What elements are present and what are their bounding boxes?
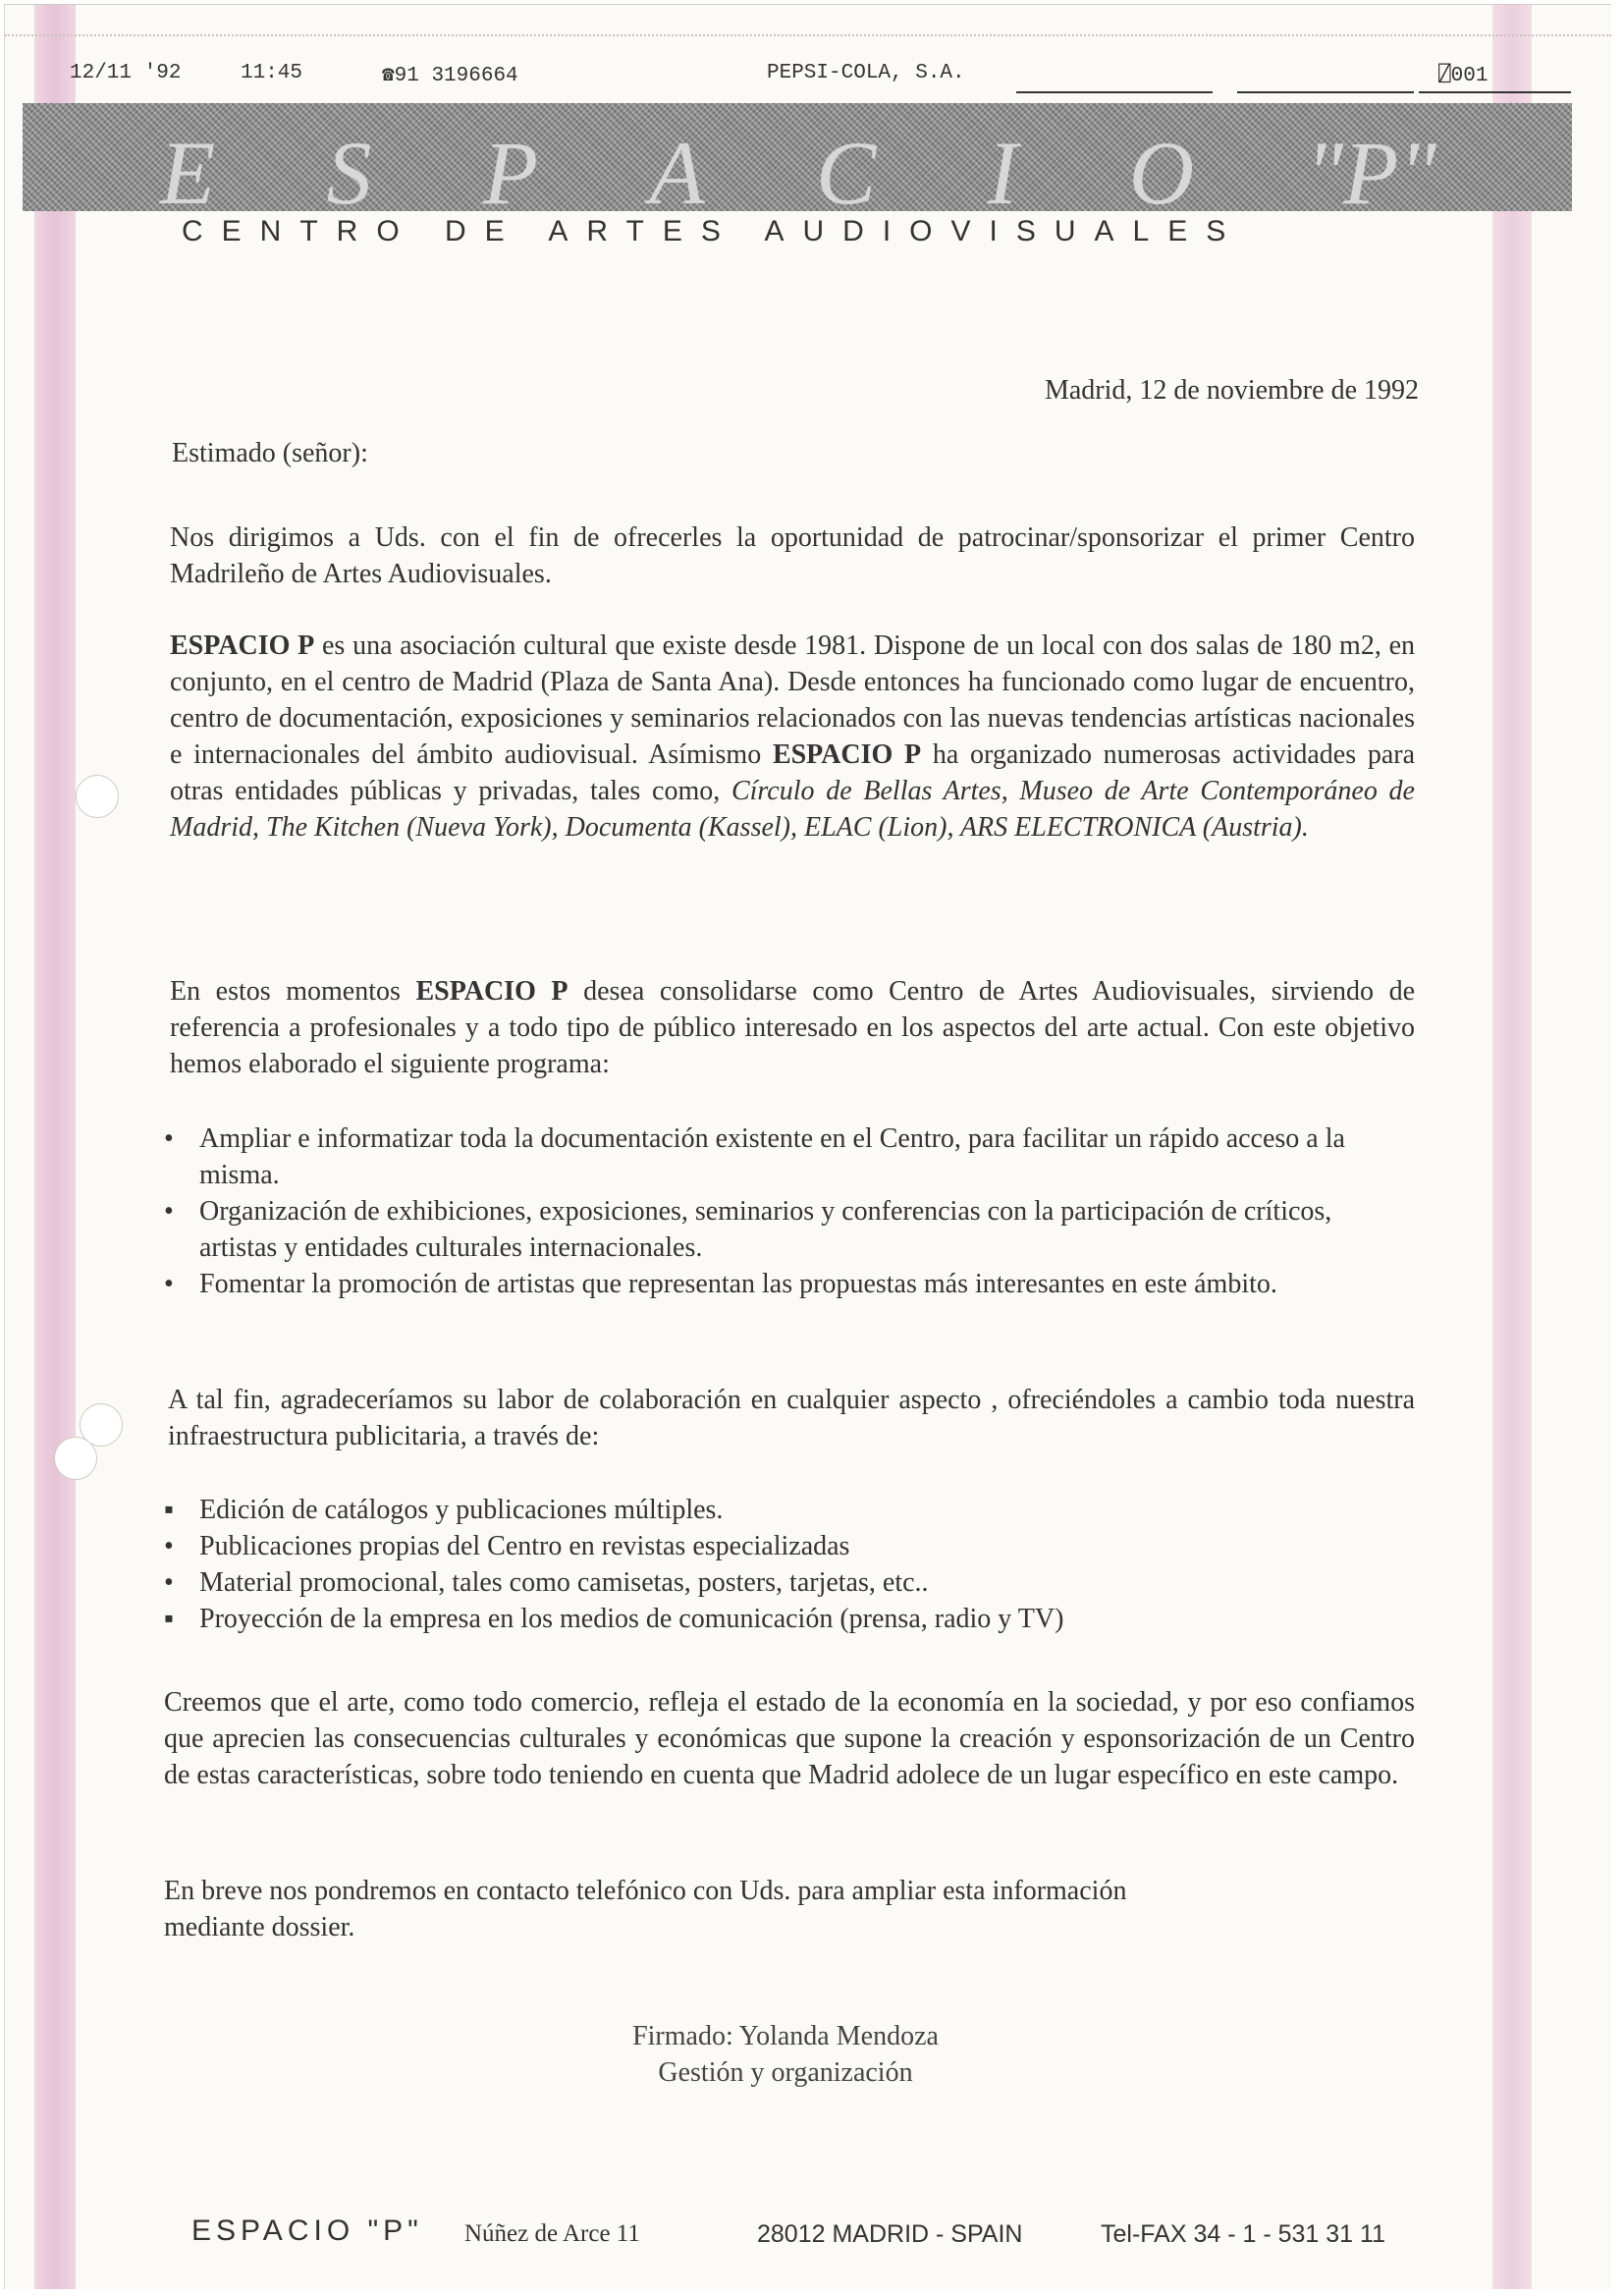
fax-header <box>5 62 1611 91</box>
bullet-icon: ▪ <box>164 1604 174 1634</box>
fax-date: 12/11 '92 <box>70 62 182 84</box>
paragraph-text: ha organizado numerosas actividades para otras entidades públicas y privadas, tales como, <box>170 739 1416 806</box>
fax-phone: ☎91 3196664 <box>382 65 518 87</box>
paragraph-text: es una asociación cultural que existe desde 1981. Dispone de un local con dos salas de 180 m2, en conjunto, en el centro de Madrid (Plaza de Santa Ana). Desde entonces ha funcionado como lugar de encuentro, centro de documentación, exposiciones y seminarios relacionados con las nuevas tendencias artísticas nacionales e internacionales del ámbito audiovisual. Asímismo <box>170 630 1415 770</box>
list-item-text: Edición de catálogos y publicaciones múltiples. <box>199 1495 724 1525</box>
signature-role: Gestión y organización <box>658 2057 913 2088</box>
perforation-line <box>5 34 1611 36</box>
footer-address: Núñez de Arce 11 <box>464 2220 640 2247</box>
banner-letter: I <box>987 123 1018 211</box>
brand-name: ESPACIO P <box>772 739 922 770</box>
fax-company: PEPSI-COLA, S.A. <box>767 62 965 84</box>
document-page <box>4 4 1611 2289</box>
paragraph-closing: En breve nos pondremos en contacto telefónico con Uds. para ampliar esta información mediante dossier. <box>164 1876 1127 1942</box>
bullet-icon: • <box>164 1269 174 1299</box>
punch-hole <box>54 1437 97 1480</box>
program-list <box>164 1121 1415 1302</box>
bullet-icon: • <box>164 1531 174 1561</box>
list-item-text: Fomentar la promoción de artistas que representan las propuestas más interesantes en este ámbito. <box>199 1269 1277 1299</box>
list-item-text: Organización de exhibiciones, exposiciones, seminarios y conferencias con la participación de críticos, artistas y entidades culturales internacionales. <box>199 1196 1332 1263</box>
signature-name: Firmado: Yolanda Mendoza <box>632 2021 939 2051</box>
brand-name: ESPACIO P <box>170 630 315 661</box>
letterhead-subtitle: CENTRO DE ARTES AUDIOVISUALES <box>182 215 1245 247</box>
paragraph-text: En estos momentos <box>170 976 416 1007</box>
banner-letter: C <box>815 123 877 211</box>
list-item-text: Proyección de la empresa en los medios de comunicación (prensa, radio y TV) <box>199 1604 1064 1634</box>
fax-page-number: ⍁001 <box>1438 65 1489 87</box>
banner-letters <box>160 121 1436 211</box>
institutions-list: Círculo de Bellas Artes, Museo de Arte Contemporáneo de Madrid, The Kitchen (Nueva York), Documenta (Kassel), ELAC (Lion), ARS ELECTRONICA (Austria). <box>170 776 1415 843</box>
banner-letter: E <box>160 123 216 211</box>
left-pink-stripe <box>34 5 76 2289</box>
list-item <box>164 1266 1415 1302</box>
footer-name: ESPACIO "P" <box>191 2214 423 2247</box>
bullet-icon: • <box>164 1123 174 1154</box>
bullet-icon: • <box>164 1196 174 1227</box>
paragraph-goals <box>170 973 1415 1082</box>
bullet-icon: • <box>164 1567 174 1598</box>
list-item <box>164 1564 1415 1601</box>
paragraph-intro: Nos dirigimos a Uds. con el fin de ofrecerles la oportunidad de patrocinar/sponsorizar el primer Centro Madrileño de Artes Audiovisuales. <box>170 522 1415 589</box>
punch-hole <box>76 775 119 818</box>
list-item <box>164 1492 1415 1528</box>
list-item-text: Material promocional, tales como camisetas, posters, tarjetas, etc.. <box>199 1567 929 1598</box>
paragraph-text: desea consolidarse como Centro de Artes Audiovisuales, sirviendo de referencia a profesionales y a todo tipo de público interesado en los aspectos del arte actual. Con este objetivo hemos elaborado el siguiente programa: <box>170 976 1415 1079</box>
paragraph-rationale: Creemos que el arte, como todo comercio, refleja el estado de la economía en la sociedad, y por eso confiamos que aprecien las consecuencias culturales y económicas que supone la creación y esponsorización de un Centro de estas características, sobre todo teniendo en cuenta que Madrid adolece de un lugar específico en este campo. <box>164 1687 1415 1790</box>
signature-block <box>535 2018 1036 2091</box>
letterhead-banner <box>23 103 1572 211</box>
bullet-icon: ▪ <box>164 1495 174 1525</box>
banner-letter: "P" <box>1305 123 1436 211</box>
letter-greeting: Estimado (señor): <box>172 438 368 468</box>
list-item <box>164 1193 1415 1266</box>
fax-rule <box>1419 91 1571 93</box>
list-item <box>164 1121 1415 1193</box>
banner-letter: A <box>649 123 705 211</box>
fax-rule <box>1016 91 1213 93</box>
advertising-list <box>164 1492 1415 1637</box>
list-item <box>164 1528 1415 1564</box>
list-item-text: Publicaciones propias del Centro en revistas especializadas <box>199 1531 850 1561</box>
list-item-text: Ampliar e informatizar toda la documentación existente en el Centro, para facilitar un rápido acceso a la misma. <box>199 1123 1345 1190</box>
right-pink-stripe <box>1492 5 1532 2289</box>
fax-rule <box>1237 91 1414 93</box>
list-item <box>164 1601 1415 1637</box>
banner-letter: P <box>482 123 539 211</box>
paragraph-collaboration: A tal fin, agradeceríamos su labor de colaboración en cualquier aspecto , ofreciéndoles a cambio toda nuestra infraestructura publicitaria, a través de: <box>168 1385 1415 1451</box>
footer-telfax: Tel-FAX 34 - 1 - 531 31 11 <box>1101 2220 1385 2248</box>
banner-letter: O <box>1128 123 1195 211</box>
fax-time: 11:45 <box>241 62 303 84</box>
paragraph-about <box>170 628 1415 846</box>
letter-date: Madrid, 12 de noviembre de 1992 <box>1044 375 1419 406</box>
footer-city: 28012 MADRID - SPAIN <box>757 2220 1023 2248</box>
letter-footer <box>5 2214 1611 2254</box>
brand-name: ESPACIO P <box>415 976 568 1007</box>
banner-letter: S <box>326 123 372 211</box>
